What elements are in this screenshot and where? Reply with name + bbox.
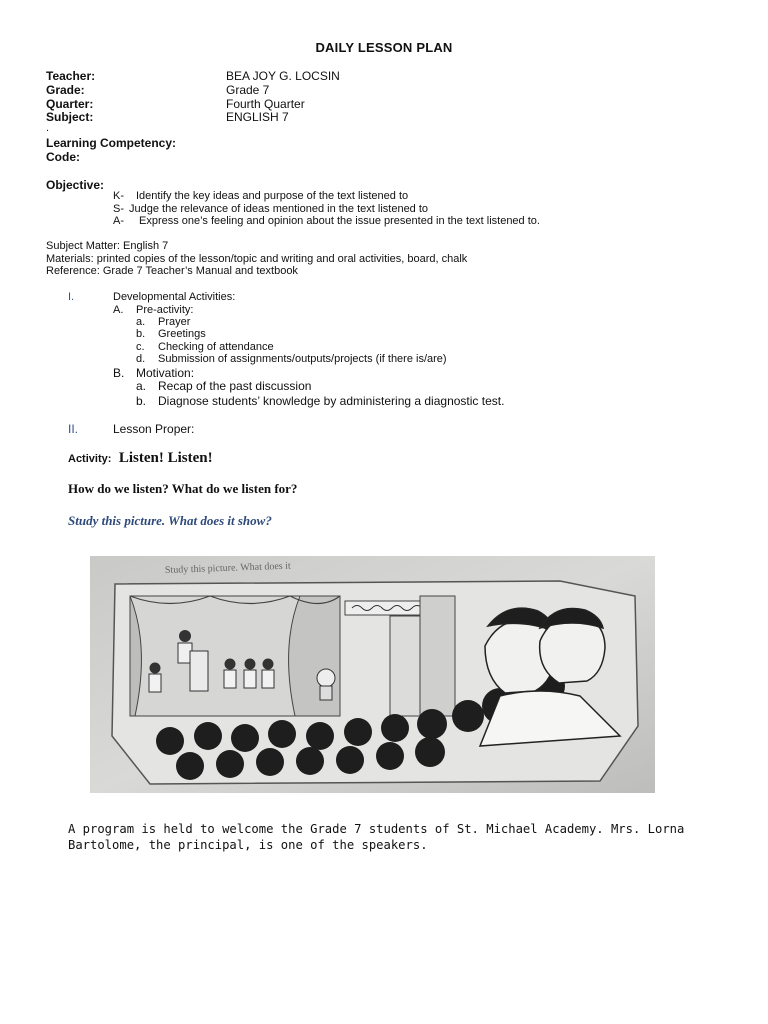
motivation-title: Motivation: — [136, 366, 195, 380]
pre-item-b-text: Greetings — [158, 328, 206, 340]
objective-s-text: Judge the relevance of ideas mentioned in the text listened to — [129, 203, 429, 215]
doorway — [420, 596, 455, 716]
motivation-item-a-letter: a. — [136, 379, 147, 393]
reference: Reference: Grade 7 Teacher’s Manual and textbook — [46, 265, 298, 277]
subject-value: ENGLISH 7 — [226, 110, 289, 124]
caption-line-1: A program is held to welcome the Grade 7 students of St. Michael Academy. Mrs. Lorna — [68, 822, 685, 836]
stray-dot: . — [46, 122, 50, 134]
pre-item-c-text: Checking of attendance — [158, 341, 274, 353]
pillar — [390, 616, 420, 716]
podium — [190, 651, 208, 691]
photo-heading: Study this picture. What does it — [164, 560, 291, 576]
pre-item-d-text: Submission of assignments/outputs/projects (if there is/are) — [158, 353, 447, 365]
materials: Materials: printed copies of the lesson/topic and writing and oral activities, board, chalk — [46, 253, 468, 265]
section-2-number: II. — [68, 422, 79, 436]
grade-label: Grade: — [46, 83, 85, 97]
pre-item-a-letter: a. — [136, 316, 146, 328]
pre-item-d-letter: d. — [136, 353, 146, 365]
flower-pot — [320, 686, 332, 700]
activity-title: Listen! Listen! — [118, 450, 213, 466]
objective-label: Objective: — [46, 178, 105, 192]
objective-a-mark: A- — [113, 215, 124, 227]
activity-label: Activity: — [68, 453, 112, 465]
objective-k-mark: K- — [113, 190, 124, 202]
pre-activity-letter: A. — [113, 304, 124, 316]
motivation-item-b-letter: b. — [136, 394, 147, 408]
activity-line — [68, 449, 213, 467]
caption-line-2: Bartolome, the principal, is one of the speakers. — [68, 838, 428, 852]
flowers — [317, 669, 335, 687]
section-1-number: I. — [68, 291, 75, 303]
subject-label: Subject: — [46, 110, 94, 124]
subject-matter: Subject Matter: English 7 — [46, 240, 169, 252]
quarter-label: Quarter: — [46, 97, 94, 111]
page-title: DAILY LESSON PLAN — [315, 40, 453, 55]
objective-s-mark: S- — [113, 203, 124, 215]
study-prompt: Study this picture. What does it show? — [68, 513, 272, 528]
section-2-title: Lesson Proper: — [113, 422, 195, 436]
pre-item-c-letter: c. — [136, 341, 145, 353]
pre-activity-title: Pre-activity: — [136, 304, 194, 316]
objective-a-text: Express one’s feeling and opinion about the issue presented in the text listened to. — [139, 215, 540, 227]
objective-k-text: Identify the key ideas and purpose of the text listened to — [136, 190, 409, 202]
grade-value: Grade 7 — [226, 83, 270, 97]
speaker-head — [179, 630, 191, 642]
motivation-letter: B. — [113, 366, 125, 380]
teacher-label: Teacher: — [46, 69, 96, 83]
pre-item-b-letter: b. — [136, 328, 146, 340]
motivation-item-a-text: Recap of the past discussion — [158, 379, 312, 393]
motivation-item-b-text: Diagnose students’ knowledge by administering a diagnostic test. — [158, 394, 505, 408]
quarter-value: Fourth Quarter — [226, 97, 305, 111]
competency-label: Learning Competency: — [46, 136, 177, 150]
auditorium-illustration — [90, 556, 655, 793]
pre-item-a-text: Prayer — [158, 316, 191, 328]
section-1-title: Developmental Activities: — [113, 291, 236, 303]
guiding-question: How do we listen? What do we listen for? — [68, 481, 298, 496]
code-label: Code: — [46, 150, 80, 164]
teacher-value: BEA JOY G. LOCSIN — [226, 69, 340, 83]
